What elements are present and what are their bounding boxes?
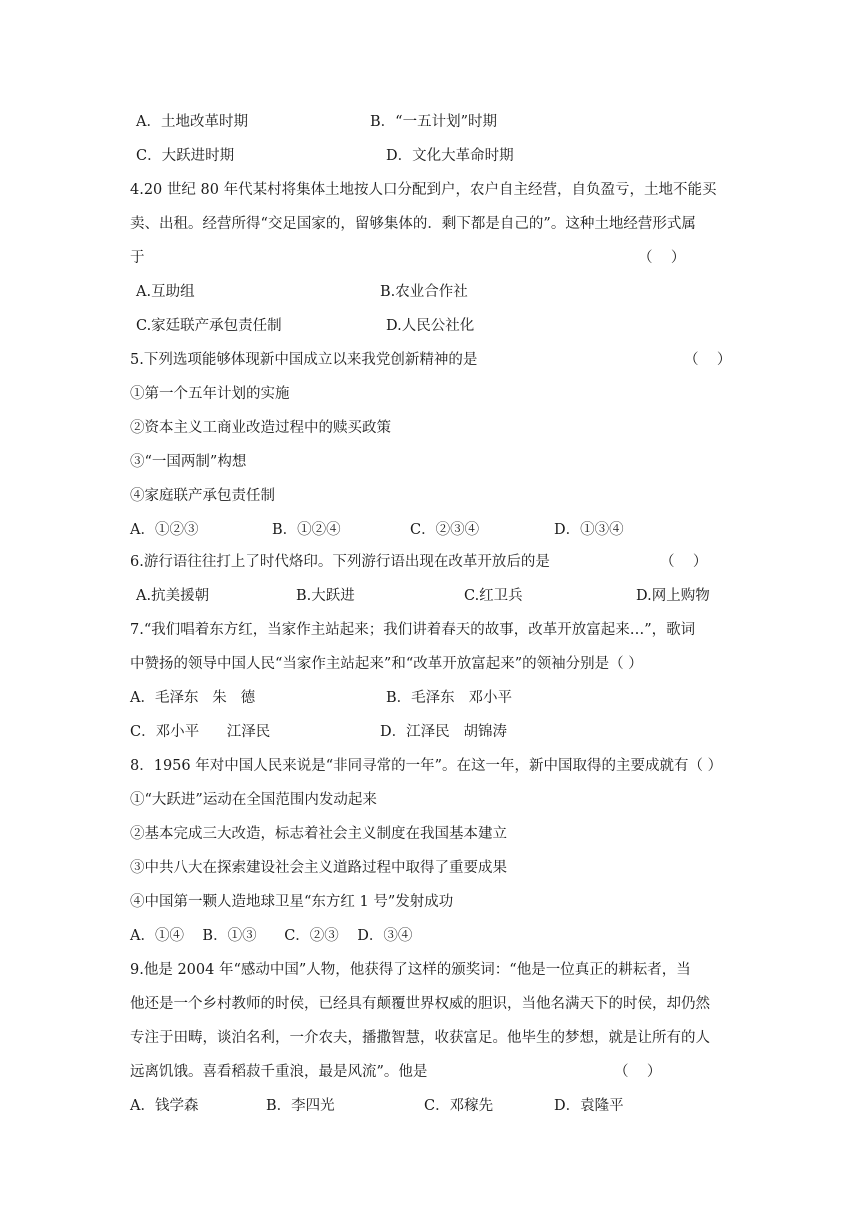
q5-option-c: C．②③④ xyxy=(410,522,480,538)
q9-option-b: B．李四光 xyxy=(266,1098,335,1114)
q7-stem-line-1: 7.“我们唱着东方红，当家作主站起来；我们讲着春天的故事，改革开放富起来…”，歌词 xyxy=(130,622,696,638)
q6-answer-paren: （ ） xyxy=(660,554,708,570)
q4-option-b: B.农业合作社 xyxy=(380,284,468,300)
q7-option-b: B．毛泽东 邓小平 xyxy=(386,690,512,706)
q6-option-b: B.大跃进 xyxy=(296,588,355,604)
q7-stem-line-2: 中赞扬的领导中国人民“当家作主站起来”和“改革开放富起来”的领袖分别是（ ） xyxy=(130,656,643,672)
q4-option-a: A.互助组 xyxy=(136,284,195,300)
q5-stem: 5.下列选项能够体现新中国成立以来我党创新精神的是 xyxy=(130,352,478,368)
q7-option-d: D．江泽民 胡锦涛 xyxy=(380,724,507,740)
q5-statement-1: ①第一个五年计划的实施 xyxy=(130,386,290,402)
q4-answer-paren: （ ） xyxy=(638,250,686,266)
q9-stem-line-4: 远离饥饿。喜看稻菽千重浪，最是风流”。他是 xyxy=(130,1064,428,1080)
q8-stem: 8．1956 年对中国人民来说是“非同寻常的一年”。在这一年，新中国取得的主要成就有（ ） xyxy=(130,758,723,774)
q9-answer-paren: （ ） xyxy=(614,1064,662,1080)
q4-option-d: D.人民公社化 xyxy=(386,318,475,334)
q5-answer-paren: （ ） xyxy=(684,352,732,368)
q5-option-a: A．①②③ xyxy=(130,522,199,538)
q8-statement-1: ①“大跃进”运动在全国范围内发动起来 xyxy=(130,792,377,808)
q5-option-b: B．①②④ xyxy=(272,522,341,538)
q4-option-c: C.家廷联产承包责任制 xyxy=(136,318,282,334)
q4-stem-line-2: 卖、出租。经营所得“交足国家的，留够集体的．剩下都是自己的”。这种土地经营形式属 xyxy=(130,216,696,232)
q6-option-a: A.抗美援朝 xyxy=(136,588,210,604)
q9-option-c: C．邓稼先 xyxy=(424,1098,494,1114)
q8-statement-3: ③中共八大在探索建设社会主义道路过程中取得了重要成果 xyxy=(130,860,507,876)
q4-stem-line-1: 4.20 世纪 80 年代某村将集体土地按人口分配到户，农户自主经营，自负盈亏，土地不能买 xyxy=(130,182,717,198)
q9-option-a: A．钱学森 xyxy=(130,1098,199,1114)
q3-option-d: D．文化大革命时期 xyxy=(386,148,514,164)
q8-statement-2: ②基本完成三大改造，标志着社会主义制度在我国基本建立 xyxy=(130,826,507,842)
q6-option-c: C.红卫兵 xyxy=(464,588,523,604)
q5-option-d: D．①③④ xyxy=(554,522,624,538)
q9-option-d: D．袁隆平 xyxy=(554,1098,624,1114)
q5-statement-2: ②资本主义工商业改造过程中的赎买政策 xyxy=(130,420,391,436)
q9-stem-line-1: 9.他是 2004 年“感动中国”人物，他获得了这样的颁奖词：“他是一位真正的耕耘者，当 xyxy=(130,962,691,978)
q6-stem: 6.游行语往往打上了时代烙印。下列游行语出现在改革开放后的是 xyxy=(130,554,550,570)
q5-statement-4: ④家庭联产承包责任制 xyxy=(130,488,275,504)
q9-stem-line-2: 他还是一个乡村教师的时侯，已经具有颠覆世界权威的胆识，当他名满天下的时侯，却仍然 xyxy=(130,996,710,1012)
q3-option-c: C．大跃进时期 xyxy=(136,148,235,164)
q7-option-a: A．毛泽东 朱 德 xyxy=(130,690,256,706)
q4-stem-line-3: 于 xyxy=(130,250,145,266)
q3-option-a: A．土地改革时期 xyxy=(136,114,248,130)
q3-option-b: B．“一五计划”时期 xyxy=(370,114,497,130)
q6-option-d: D.网上购物 xyxy=(636,588,710,604)
q5-statement-3: ③“一国两制”构想 xyxy=(130,454,247,470)
q8-options: A．①④ B．①③ C．②③ D．③④ xyxy=(130,928,413,944)
q9-stem-line-3: 专注于田畴，谈泊名利，一介农夫，播撒智慧，收获富足。他毕生的梦想，就是让所有的人 xyxy=(130,1030,710,1046)
q8-statement-4: ④中国第一颗人造地球卫星“东方红 1 号”发射成功 xyxy=(130,894,454,910)
q7-option-c: C．邓小平 江泽民 xyxy=(130,724,271,740)
